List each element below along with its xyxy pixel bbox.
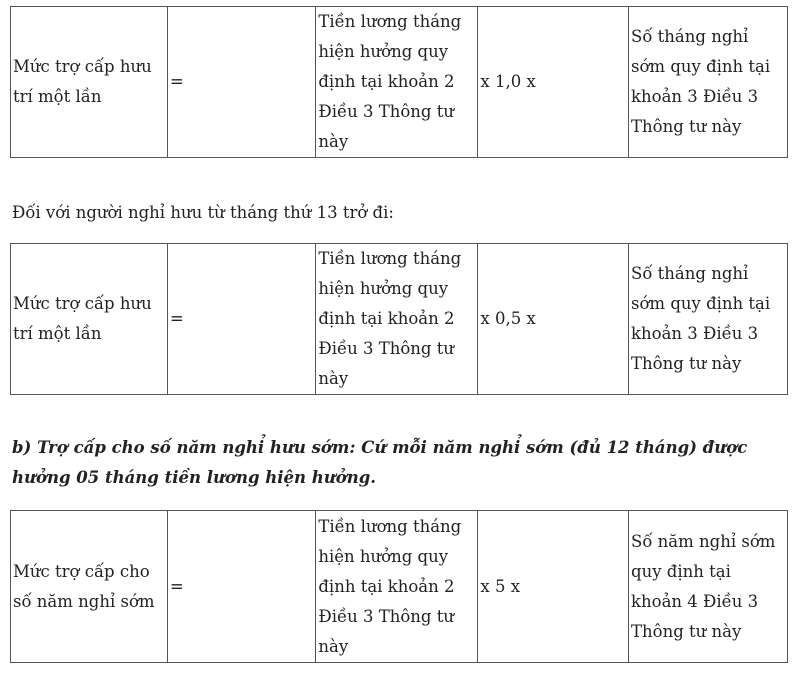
salary-cell: Tiền lương tháng hiện hưởng quy định tại khoản 2 Điều 3 Thông tư này [316,511,478,663]
equals-cell: = [167,511,316,663]
formula-table-1 [10,6,788,158]
multiplier-cell: x 0,5 x [478,244,629,395]
table-row [11,7,788,158]
years-cell: Số năm nghỉ sớm quy định tại khoản 4 Điều 3 Thông tư này [629,511,788,663]
paragraph-month-13: Đối với người nghỉ hưu từ tháng thứ 13 trở đi: [12,203,394,222]
equals-cell: = [167,7,316,158]
formula-table-3 [10,510,788,663]
paragraph-early-retirement-years: b) Trợ cấp cho số năm nghỉ hưu sớm: Cứ mỗi năm nghỉ sớm (đủ 12 tháng) được hưởng 05 tháng tiền lương hiện hưởng. [12,438,748,487]
table-row [11,244,788,395]
months-cell: Số tháng nghỉ sớm quy định tại khoản 3 Điều 3 Thông tư này [629,7,788,158]
multiplier-cell: x 5 x [478,511,629,663]
equals-cell: = [167,244,316,395]
months-cell: Số tháng nghỉ sớm quy định tại khoản 3 Điều 3 Thông tư này [629,244,788,395]
salary-cell: Tiền lương tháng hiện hưởng quy định tại khoản 2 Điều 3 Thông tư này [316,7,478,158]
multiplier-cell: x 1,0 x [478,7,629,158]
table-row [11,511,788,663]
salary-cell: Tiền lương tháng hiện hưởng quy định tại khoản 2 Điều 3 Thông tư này [316,244,478,395]
benefit-label-cell: Mức trợ cấp cho số năm nghỉ sớm [11,511,168,663]
benefit-label-cell: Mức trợ cấp hưu trí một lần [11,244,168,395]
formula-table-2 [10,243,788,395]
benefit-label-cell: Mức trợ cấp hưu trí một lần [11,7,168,158]
